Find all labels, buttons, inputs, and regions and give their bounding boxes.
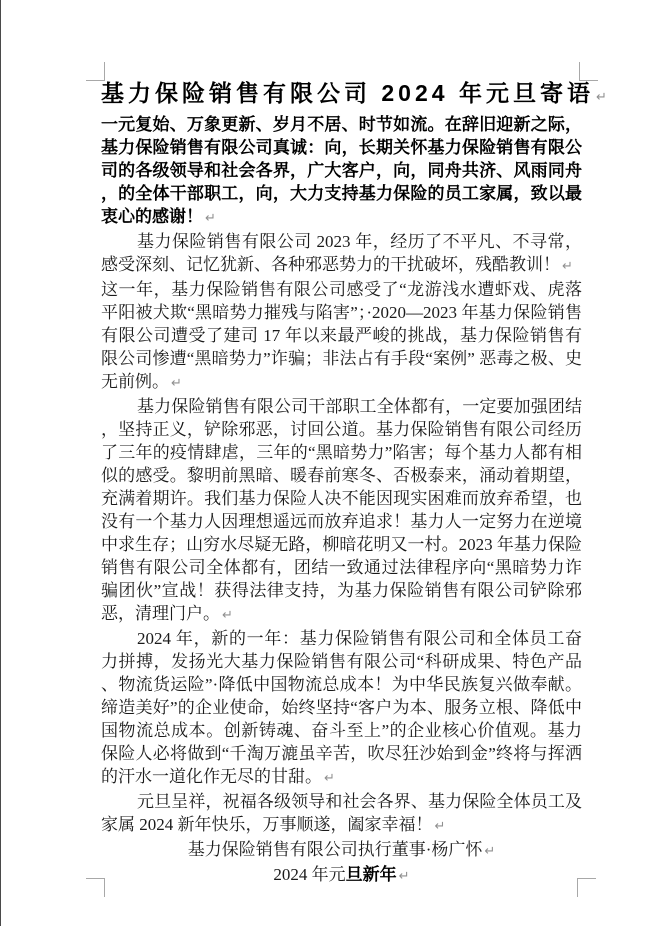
paragraph-mark-icon: ↵ bbox=[324, 771, 335, 786]
paragraph bbox=[101, 627, 582, 790]
paragraph bbox=[101, 790, 582, 838]
paragraph bbox=[101, 863, 582, 888]
paragraph bbox=[101, 395, 582, 627]
paragraph bbox=[101, 230, 582, 278]
paragraph-mark-icon: ↵ bbox=[398, 869, 410, 884]
document-body bbox=[101, 113, 582, 888]
paragraph-text: 旦新年 bbox=[345, 865, 397, 884]
paragraph bbox=[101, 278, 582, 395]
paragraph-text: 元旦呈祥，祝福各级领导和社会各界、基力保险全体员工及家属 2024 新年快乐，万事顺遂，阖家幸福！ bbox=[101, 792, 582, 834]
paragraph-text: 基力保险销售有限公司 2023 年，经历了不平凡、不寻常，感受深刻、记忆犹新、各种邪恶势力的干扰破坏，残酷教训！ bbox=[101, 232, 582, 274]
paragraph-mark-icon: ↵ bbox=[171, 376, 182, 391]
paragraph-mark-icon: ↵ bbox=[595, 90, 607, 105]
document-content bbox=[101, 78, 607, 888]
paragraph-text: 2024 年，新的一年：基力保险销售有限公司和全体员工奋力拼搏，发扬光大基力保险销售有限公司“科研成果、特色产品、物流货运险”·降低中国物流总成本！为中华民族复兴做奉献。缔造美好”的企业使命，始终坚持“客户为本、服务立根、降低中国物流总成本。创新铸魂、奋斗至上”的企业核心价值观。基力保险人必将做到“千淘万漉虽辛苦，吹尽狂沙始到金”终将与挥洒的汗水一道化作无尽的甘甜。 bbox=[101, 629, 582, 786]
paragraph-mark-icon: ↵ bbox=[222, 608, 233, 623]
paragraph-mark-icon: ↵ bbox=[484, 844, 496, 859]
document-title-text: 基力保险销售有限公司 2024 年元旦寄语 bbox=[101, 80, 594, 106]
paragraph-mark-icon: ↵ bbox=[205, 211, 216, 226]
paragraph-mark-icon: ↵ bbox=[562, 259, 573, 274]
paragraph-mark-icon: ↵ bbox=[434, 819, 446, 834]
paragraph bbox=[101, 113, 582, 230]
paragraph-text: 2024 年元 bbox=[273, 865, 346, 884]
paragraph-text: 一元复始、万象更新、岁月不居、时节如流。在辞旧迎新之际，基力保险销售有限公司真诚：向，长期关怀基力保险销售有限公司的各级领导和社会各界，广大客户，向，同舟共济、风雨同舟，的全体干部职工，向，大力支持基力保险的员工家属，致以最衷心的感谢！ bbox=[101, 115, 582, 226]
document-title bbox=[101, 78, 607, 113]
paragraph-text: 基力保险销售有限公司干部职工全体都有，一定要加强团结，坚持正义，铲除邪恶，讨回公道。基力保险销售有限公司经历了三年的疫情肆虐，三年的“黑暗势力”陷害；每个基力人都有相似的感受。黎明前黑暗、暖春前寒冬、否极泰来，涌动着期望，充满着期许。我们基力保险人决不能因现实困难而放弃希望，也没有一个基力人因理想遥远而放弃追求！基力人一定努力在逆境中求生存；山穷水尽疑无路，柳暗花明又一村。2023 年基力保险销售有限公司全体都有，团结一致通过法律程序向“黑暗势力诈骗团伙”宣战！获得法律支持，为基力保险销售有限公司铲除邪恶，清理门户。 bbox=[101, 397, 582, 623]
paragraph bbox=[101, 838, 582, 863]
paragraph-text: 这一年，基力保险销售有限公司感受了“龙游浅水遭虾戏、虎落平阳被犬欺“黑暗势力摧残与陷害”；·2020—2023 年基力保险销售有限公司遭受了建司 17 年以来最严峻的挑战，基力保险销售有限公司惨遭“黑暗势力”诈骗；非法占有手段“案例” 恶毒之极、史无前例。 bbox=[101, 280, 582, 391]
paragraph-text: 基力保险销售有限公司执行董事·杨广怀 bbox=[187, 840, 483, 859]
